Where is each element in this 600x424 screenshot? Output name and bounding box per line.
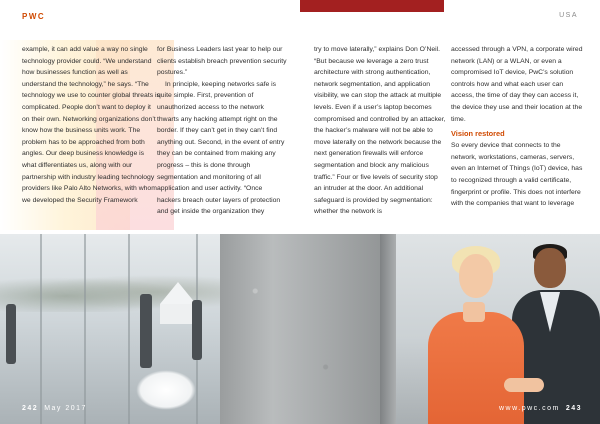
country-label: USA [559,12,578,19]
text-column-2 [157,44,287,218]
text-column-3 [314,44,446,218]
window-frame [84,234,86,424]
window-frame [40,234,42,424]
woman-arm [504,378,544,392]
tent-base [160,304,196,324]
text-column-1 [22,44,160,206]
section-heading: Vision restored [451,129,505,139]
footer-right [499,405,582,412]
man-face [534,248,566,288]
paragraph: So every device that connects to the network, workstations, cameras, servers, even an Internet of Things (IoT) device, has to recognized through a valid certificate, fingerprint or profile. This does not interfere with the companies that want to leverage [451,142,583,208]
tent-roof [160,282,196,304]
window-frame [128,234,130,424]
paragraph: In principle, keeping networks safe is quite simple. First, prevention of unauthorized access to the network thwarts any hacking attempt right on the border. If they can’t get in they can’t find anything out. Second, in the event of entry they can be contained from making any progress – this is done through segmentation and monitoring of all application and user activity. “Once hackers breach outer layers of protection and get inside the organization they [157,80,285,216]
office-photo [0,234,600,424]
paragraph: try to move laterally,” explains Don O’Neil. “But because we leverage a zero trust architecture with strong authentication, network segmentation, and application visibility, we can stop the attack at multiple levels. Even if a user’s laptop becomes compromised and controlled by an attacker, the hacker’s malware will not be able to move laterally on the network because the next generation firewalls will enforce segmentation and block any malicious traffic.” Four or five levels of security stop an intruder at the door. An additional safeguard is provided by segmentation: whether the network is [314,46,446,216]
paragraph: accessed through a VPN, a corporate wired network (LAN) or a WLAN, or even a compromised IoT device, PwC’s solution controls how and what each user can access, the time of day they can access it, the device they use and their location at the time. [451,46,583,123]
paragraph: for Business Leaders last year to help our clients establish breach prevention security postures.” [157,46,287,77]
text-column-4 [451,44,583,210]
woman-face [459,254,493,298]
brand-header: PWC [22,12,46,21]
ceiling-light-reflection [136,370,196,410]
man-suit [512,290,600,424]
paragraph: example, it can add value a way no single technology provider could. “We understand how businesses function as well as understand the technology,” he says. “The technology we use to counter global threats is complicated. People don’t want to deploy it on their own. Networking organizations don’t know how the business units work. The problem has to be approached from both angles. Our deep business knowledge is what differentiates us, along with our partnership with industry leading technology providers like Palo Alto Networks, with whom we developed the Security Framework [22,46,160,204]
background-person [6,304,16,364]
issue-date: May 2017 [44,405,87,412]
background-person [192,300,202,360]
top-color-bar [300,0,444,12]
footer-left [22,405,87,412]
stone-pillar [220,234,396,424]
website-url: www.pwc.com [498,405,560,412]
woman-neck [463,302,485,322]
background-person [140,294,152,368]
page-number-right: 243 [565,405,582,412]
page-number-left: 242 [22,405,39,412]
